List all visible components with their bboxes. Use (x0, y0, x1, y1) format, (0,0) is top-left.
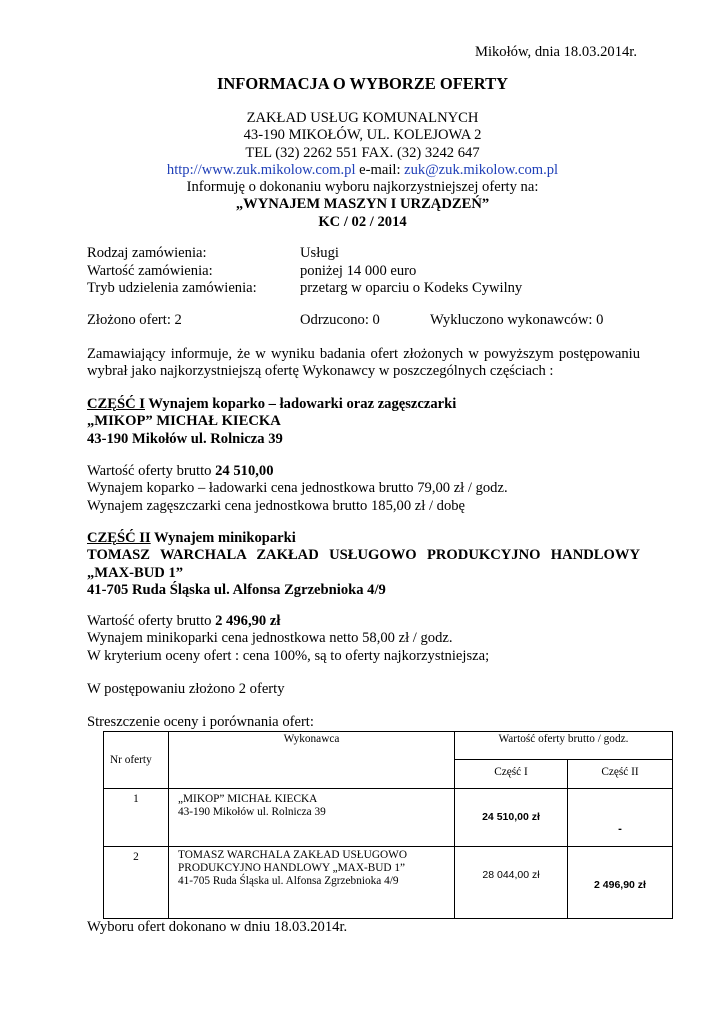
org-address: 43-190 MIKOŁÓW, UL. KOLEJOWA 2 (243, 127, 482, 144)
tender-name: „WYNAJEM MASZYN I URZĄDZEŃ” (235, 196, 490, 213)
table-row (104, 847, 673, 919)
detail-row (87, 280, 522, 298)
row-part2-value: 2 496,90 zł (568, 847, 673, 919)
part2-value: 2 496,90 zł (215, 613, 281, 629)
offers-count-line: W postępowaniu złożono 2 oferty (87, 681, 285, 697)
part1-value-label: Wartość oferty brutto (87, 463, 216, 479)
rejected-count: Odrzucono: 0 (300, 312, 380, 328)
detail-row (87, 245, 522, 263)
part1-address: 43-190 Mikołów ul. Rolnicza 39 (87, 430, 283, 447)
contractor-line: TOMASZ WARCHALA ZAKŁAD USŁUGOWO (178, 849, 407, 861)
tender-code: KC / 02 / 2014 (318, 213, 407, 230)
contractor-line: 43-190 Mikołów ul. Rolnicza 39 (178, 806, 326, 818)
header-part2: Część II (568, 760, 673, 789)
header-contractor: Wykonawca (169, 732, 455, 789)
row-contractor (169, 789, 455, 847)
submitted-count: Złożono ofert: 2 (87, 312, 182, 328)
detail-value: Usługi (300, 245, 339, 261)
row-part1-value: 24 510,00 zł (455, 789, 568, 847)
closing-line: Wyboru ofert dokonano w dniu 18.03.2014r. (87, 919, 348, 935)
detail-label: Rodzaj zamówienia: (87, 245, 207, 261)
row-nr: 1 (104, 789, 169, 847)
table-row (104, 789, 673, 847)
header-nr: Nr oferty (104, 732, 169, 789)
detail-label: Wartość zamówienia: (87, 262, 213, 279)
part1-value-line (87, 463, 640, 480)
email-link[interactable]: zuk@zuk.mikolow.com.pl (404, 161, 559, 178)
part2-line: W kryterium oceny ofert : cena 100%, są to oferty najkorzystniejsza; (87, 647, 490, 664)
org-phone: TEL (32) 2262 551 FAX. (32) 3242 647 (245, 144, 480, 161)
header-part1: Część I (455, 760, 568, 789)
detail-value: poniżej 14 000 euro (300, 262, 417, 279)
contractor-line: „MIKOP” MICHAŁ KIECKA (178, 793, 318, 805)
part2-heading-block (87, 530, 640, 599)
website-link[interactable]: http://www.zuk.mikolow.com.pl (166, 161, 356, 178)
part2-line: Wynajem minikoparki cena jednostkowa netto 58,00 zł / godz. (87, 630, 453, 647)
part1-line: Wynajem koparko – ładowarki cena jednostkowa brutto 79,00 zł / godz. (87, 480, 508, 497)
header-value: Wartość oferty brutto / godz. (455, 732, 673, 760)
part1-title: Wynajem koparko – ładowarki oraz zagęszczarki (145, 396, 457, 412)
part1-label: CZĘŚĆ I (87, 396, 145, 412)
order-details (87, 245, 522, 298)
document-date: Mikołów, dnia 18.03.2014r. (474, 44, 637, 60)
part2-label: CZĘŚĆ II (87, 530, 151, 546)
announcement-line: Zamawiający informuje, że w wyniku badania ofert złożonych w powyższym postępowaniu (87, 346, 640, 362)
detail-value: przetarg w oparciu o Kodeks Cywilny (300, 280, 523, 296)
part1-value: 24 510,00 (215, 463, 274, 479)
detail-row (87, 263, 522, 281)
organization-header (0, 110, 725, 231)
part2-company: TOMASZ WARCHALA ZAKŁAD USŁUGOWO PRODUKCYJNO HANDLOWY (87, 547, 640, 564)
excluded-count: Wykluczono wykonawców: 0 (430, 312, 604, 328)
row-nr: 2 (104, 847, 169, 919)
announcement-line: wybrał jako najkorzystniejszą ofertę Wykonawcy w poszczególnych częściach : (87, 363, 554, 380)
contractor-line: PRODUKCYJNO HANDLOWY „MAX-BUD 1” (178, 862, 406, 874)
announcement-paragraph (87, 346, 640, 381)
org-contact-line (0, 162, 725, 179)
part2-address: 41-705 Ruda Śląska ul. Alfonsa Zgrzebnioka 4/9 (87, 581, 386, 598)
part2-title: Wynajem minikoparki (150, 530, 296, 546)
part2-details (87, 613, 640, 665)
document-title: INFORMACJA O WYBORZE OFERTY (216, 74, 509, 93)
part1-heading (87, 396, 640, 413)
offers-comparison-table (103, 731, 673, 919)
row-part1-value: 28 044,00 zł (455, 847, 568, 919)
part1-line: Wynajem zagęszczarki cena jednostkowa brutto 185,00 zł / dobę (87, 497, 466, 514)
intro-text: Informuję o dokonaniu wyboru najkorzystniejszej oferty na: (186, 179, 539, 196)
part1-details (87, 463, 640, 515)
row-part2-value: - (568, 789, 673, 847)
email-label: e-mail: (355, 161, 405, 178)
part2-value-line (87, 613, 640, 630)
contractor-line: 41-705 Ruda Śląska ul. Alfonsa Zgrzebnioka 4/9 (178, 875, 399, 887)
part1-heading-block (87, 396, 640, 448)
part1-company: „MIKOP” MICHAŁ KIECKA (87, 413, 281, 430)
table-caption: Streszczenie oceny i porównania ofert: (87, 714, 314, 730)
detail-label: Tryb udzielenia zamówienia: (87, 280, 257, 296)
part2-heading (87, 530, 640, 547)
part2-value-label: Wartość oferty brutto (87, 613, 216, 629)
part2-company-name: „MAX-BUD 1” (87, 564, 184, 581)
row-contractor (169, 847, 455, 919)
table-header-row (104, 732, 673, 760)
org-name: ZAKŁAD USŁUG KOMUNALNYCH (246, 110, 479, 126)
offer-counts (87, 312, 603, 329)
